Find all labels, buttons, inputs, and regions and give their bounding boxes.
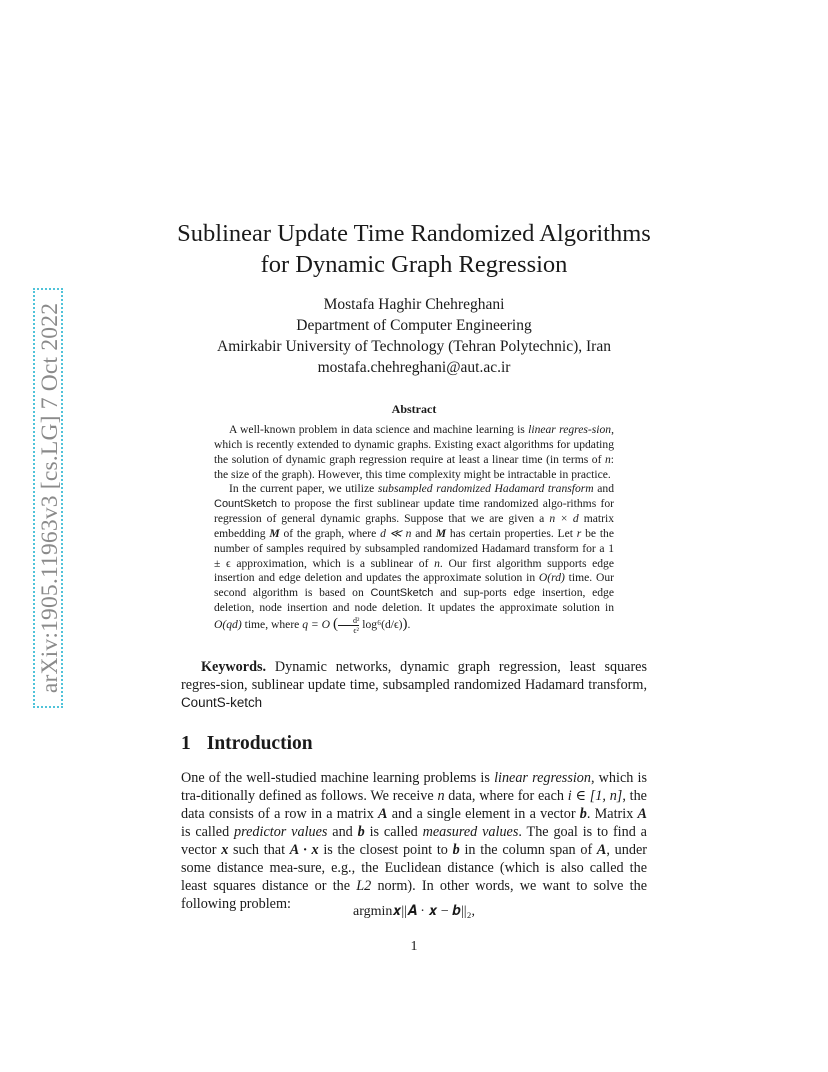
emph: subsampled randomized Hadamard transform [377, 482, 594, 496]
fraction-denominator: ϵ² [353, 625, 359, 635]
text: . Our first algorithm supports edge insertion and edge deletion and updates the approximate solution in [214, 556, 614, 585]
introduction-body [181, 769, 647, 913]
fraction [338, 616, 359, 635]
paper-title [100, 218, 728, 280]
text: be the number of samples required by subsampled randomized Hadamard transform for a 1 ± ϵ approximation, which is a sublinear of [214, 526, 615, 570]
text: . [407, 618, 411, 632]
math: d ≪ n [380, 526, 412, 540]
abstract-body [214, 423, 614, 635]
text: to propose the first sublinear update time randomized algo-rithms for regression of general dynamic graphs. Suppose that we are given a [214, 497, 614, 526]
text: In the current paper, we utilize [229, 482, 378, 496]
math: q = O [302, 618, 331, 632]
text: , under some distance mea-sure, e.g., the Euclidean distance (which is also called the least squares distance or the [181, 842, 647, 895]
math: A [378, 806, 388, 823]
text: and sup-ports edge insertion, edge deletion, node insertion and node deletion. It updates the approximate solution in [214, 586, 614, 615]
text: norm). In other words, we want to solve the following problem: [181, 878, 647, 913]
math: b [452, 842, 460, 859]
math: n [437, 788, 445, 805]
author-email[interactable]: mostafa.chehreghani@aut.ac.ir [317, 359, 511, 376]
abstract-heading: Abstract [391, 402, 437, 416]
text: time. Our second algorithm is based on [214, 571, 614, 600]
math: log⁶(d/ϵ) [362, 618, 403, 632]
text: is called [181, 824, 235, 841]
math: r [576, 526, 582, 540]
text: : the size of the graph). However, this time complexity might be intractable in practice. [214, 452, 614, 481]
math: i ∈ [1, n] [567, 788, 623, 805]
display-equation: argmin𝒙||𝑨 · 𝒙 − 𝒃||₂, [352, 904, 475, 919]
intro-paragraph [181, 769, 647, 913]
text: has certain properties. Let [446, 526, 577, 540]
countsketch-term: CountSketch [214, 498, 277, 511]
title-line-2: for Dynamic Graph Regression [260, 251, 568, 278]
emph: linear regression [494, 770, 591, 786]
math: n × d [549, 512, 579, 526]
math: O(rd) [538, 571, 565, 585]
abstract-paragraph-2 [214, 482, 614, 635]
text: . The goal is to find a vector [181, 824, 647, 859]
author-block [100, 294, 728, 378]
math: A [637, 806, 648, 823]
text: of the graph, where [279, 526, 381, 540]
keywords-text: Dynamic networks, dynamic graph regression, least squares regres-sion, sublinear update time, subsampled randomized Hadamard transform, [181, 659, 647, 693]
section-heading [181, 733, 313, 755]
text: . Matrix [586, 806, 638, 823]
author-department: Department of Computer Engineering [296, 317, 532, 334]
keywords-label: Keywords. [201, 659, 267, 675]
text: and [593, 482, 614, 496]
text: time, where [241, 618, 303, 632]
arxiv-identifier-stamp[interactable]: arXiv:1905.11963v3 [cs.LG] 7 Oct 2022 [33, 288, 63, 708]
section-number: 1 [181, 733, 191, 754]
math: L2 [356, 878, 372, 895]
emph: measured values [422, 824, 519, 841]
text: A well-known problem in data science and machine learning is [229, 423, 529, 436]
text: in the column span of [459, 842, 597, 859]
title-line-1: Sublinear Update Time Randomized Algorithms [177, 220, 651, 247]
countsketch-term: CountSketch [370, 587, 434, 600]
text: and [327, 824, 358, 841]
author-name: Mostafa Haghir Chehreghani [323, 296, 505, 313]
text: , which is tra-ditionally defined as follows. We receive [181, 770, 647, 805]
keywords-paragraph [181, 658, 647, 712]
text: is the closest point to [318, 842, 453, 859]
paren-close: ) [402, 616, 408, 633]
math: M [269, 526, 280, 540]
keywords-countsketch: CountS-ketch [181, 695, 263, 710]
paren-open: ( [332, 616, 338, 633]
text: matrix embedding [214, 512, 614, 540]
text: , the data consists of a row in a matrix [181, 788, 647, 823]
math: n [604, 452, 611, 466]
text: and a single element in a vector [387, 806, 580, 823]
text: data, where for each [444, 788, 568, 805]
math: M [435, 526, 447, 540]
emph: predictor values [234, 824, 328, 841]
text: One of the well-studied machine learning problems is [181, 770, 495, 786]
section-title: Introduction [206, 733, 313, 754]
math: b [579, 806, 587, 823]
fraction-numerator: d² [338, 616, 359, 626]
author-university: Amirkabir University of Technology (Tehran Polytechnic), Iran [217, 338, 611, 355]
abstract-paragraph-1 [214, 423, 614, 482]
text: such that [228, 842, 290, 859]
math: n [434, 556, 440, 570]
math: b [357, 824, 365, 841]
emph: linear regres-sion [528, 423, 612, 436]
page-number: 1 [410, 939, 418, 954]
math: x [221, 842, 229, 859]
math: O(qd) [214, 618, 242, 632]
math: A [596, 842, 607, 859]
text: is called [364, 824, 423, 841]
math: A · x [289, 842, 319, 859]
text: , which is recently extended to dynamic graphs. Existing exact algorithms for updating the solution of dynamic graph regression require at least a linear time (in terms of [214, 423, 614, 466]
text: and [411, 526, 436, 540]
